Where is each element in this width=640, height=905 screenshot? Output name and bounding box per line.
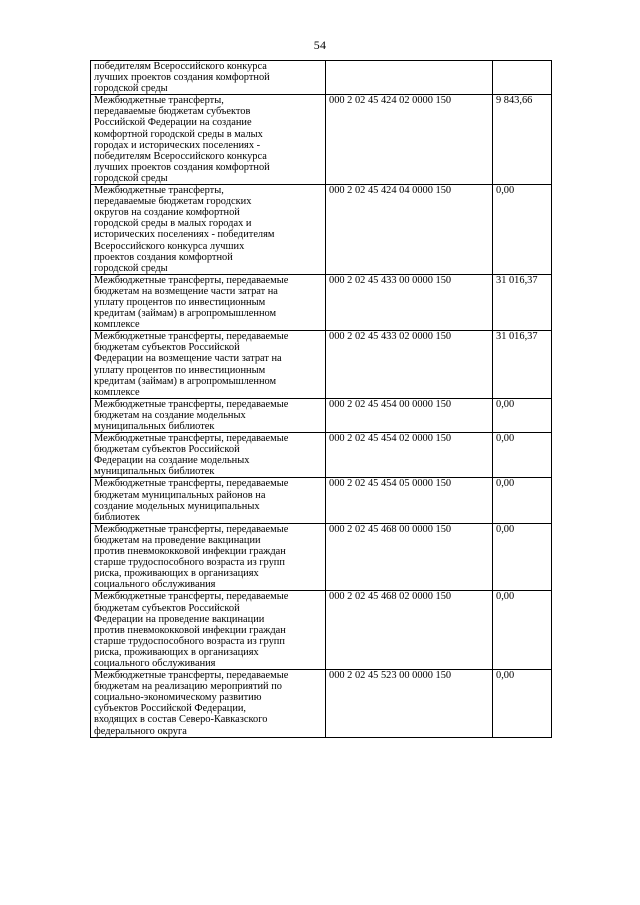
transfer-description-line: проектов создания комфортной [94, 251, 233, 263]
transfer-description-line: уплату процентов по инвестиционным [94, 364, 266, 376]
budget-code-cell: 000 2 02 45 468 02 0000 150 [326, 591, 493, 670]
transfer-description-line: исторических поселениях - победителям [94, 229, 275, 241]
transfer-description-line: Межбюджетные трансферты, передаваемые [94, 478, 289, 490]
budget-code-cell: 000 2 02 45 523 00 0000 150 [326, 670, 493, 738]
transfer-description-line: городской среды в малых городах и [94, 218, 252, 230]
transfer-description-line: бюджетам на реализацию мероприятий по [94, 681, 282, 693]
budget-code-cell: 000 2 02 45 454 02 0000 150 [326, 433, 493, 478]
transfer-description-cell [91, 398, 326, 432]
transfer-description-cell [91, 331, 326, 399]
amount-cell: 9 843,66 [493, 95, 552, 185]
transfer-description-line: Межбюджетные трансферты, передаваемые [94, 523, 289, 535]
transfer-description-line: бюджетам субъектов Российской [94, 602, 240, 614]
amount-cell: 0,00 [493, 591, 552, 670]
amount-cell: 0,00 [493, 433, 552, 478]
transfer-description-line: кредитам (займам) в агропромышленном [94, 375, 277, 387]
transfer-description-line: победителям Всероссийского конкурса [94, 61, 267, 72]
transfer-description-line: муниципальных библиотек [94, 421, 215, 432]
transfer-description-line: Межбюджетные трансферты, [94, 95, 224, 107]
table-row [91, 95, 552, 185]
transfer-description-line: уплату процентов по инвестиционным [94, 296, 266, 308]
transfer-description-line: Федерации на создание модельных [94, 455, 250, 467]
budget-code-cell [326, 61, 493, 95]
table-row [91, 398, 552, 432]
budget-code-cell: 000 2 02 45 424 04 0000 150 [326, 185, 493, 275]
budget-code-cell: 000 2 02 45 454 00 0000 150 [326, 398, 493, 432]
table-row [91, 591, 552, 670]
transfer-description-line: комплексе [94, 386, 140, 398]
table-row [91, 185, 552, 275]
transfer-description-cell [91, 433, 326, 478]
budget-code-cell: 000 2 02 45 433 02 0000 150 [326, 331, 493, 399]
transfer-description-line: социального обслуживания [94, 579, 216, 591]
budget-code-cell: 000 2 02 45 433 00 0000 150 [326, 274, 493, 330]
transfer-description-line: Межбюджетные трансферты, передаваемые [94, 433, 289, 445]
transfer-description-cell [91, 185, 326, 275]
transfer-description-line: против пневмококковой инфекции граждан [94, 624, 286, 636]
transfer-description-line: Российской Федерации на создание [94, 117, 252, 129]
transfer-description-line: бюджетам муниципальных районов на [94, 489, 266, 501]
table-row [91, 478, 552, 523]
table-row [91, 433, 552, 478]
transfer-description-line: Всероссийского конкурса лучших [94, 240, 245, 252]
transfer-description-line: комплексе [94, 319, 140, 331]
amount-cell [493, 61, 552, 95]
transfer-description-line: Межбюджетные трансферты, передаваемые [94, 591, 289, 603]
transfer-description-line: социально-экономическому развитию [94, 692, 262, 704]
table-row [91, 670, 552, 738]
transfer-description-line: субъектов Российской Федерации, [94, 703, 247, 715]
transfer-description-line: муниципальных библиотек [94, 466, 215, 478]
transfer-description-line: старше трудоспособного возраста из групп [94, 557, 285, 569]
transfer-description-line: лучших проектов создания комфортной [94, 72, 270, 84]
budget-table [90, 60, 552, 738]
transfer-description-line: победителям Всероссийского конкурса [94, 150, 267, 162]
transfer-description-cell [91, 670, 326, 738]
transfer-description-line: комфортной городской среды в малых [94, 128, 263, 140]
amount-cell: 31 016,37 [493, 274, 552, 330]
transfer-description-line: социального обслуживания [94, 657, 216, 669]
amount-cell: 0,00 [493, 185, 552, 275]
transfer-description-line: Межбюджетные трансферты, передаваемые [94, 670, 289, 682]
transfer-description-line: Межбюджетные трансферты, передаваемые [94, 331, 289, 343]
transfer-description-cell [91, 591, 326, 670]
amount-cell: 0,00 [493, 478, 552, 523]
amount-cell: 0,00 [493, 670, 552, 738]
amount-cell: 0,00 [493, 523, 552, 591]
table-row [91, 274, 552, 330]
transfer-description-cell [91, 61, 326, 95]
transfer-description-line: создание модельных муниципальных [94, 500, 260, 512]
budget-code-cell: 000 2 02 45 454 05 0000 150 [326, 478, 493, 523]
transfer-description-line: риска, проживающих в организациях [94, 568, 259, 580]
transfer-description-line: Межбюджетные трансферты, [94, 185, 224, 197]
transfer-description-cell [91, 523, 326, 591]
transfer-description-cell [91, 95, 326, 185]
transfer-description-cell [91, 478, 326, 523]
amount-cell: 0,00 [493, 398, 552, 432]
transfer-description-line: федерального округа [94, 725, 187, 737]
transfer-description-line: городской среды [94, 83, 168, 95]
transfer-description-line: передаваемые бюджетам субъектов [94, 106, 251, 118]
transfer-description-line: лучших проектов создания комфортной [94, 161, 270, 173]
transfer-description-cell [91, 274, 326, 330]
budget-code-cell: 000 2 02 45 424 02 0000 150 [326, 95, 493, 185]
transfer-description-line: городской среды [94, 262, 168, 274]
transfer-description-line: городах и исторических поселениях - [94, 139, 261, 151]
budget-table-body [91, 61, 552, 738]
transfer-description-line: входящих в состав Северо-Кавказского [94, 714, 268, 726]
transfer-description-line: Федерации на проведение вакцинации [94, 613, 265, 625]
transfer-description-line: бюджетам на проведение вакцинации [94, 534, 261, 546]
transfer-description-line: Межбюджетные трансферты, передаваемые [94, 398, 289, 410]
transfer-description-line: передаваемые бюджетам городских [94, 196, 252, 208]
transfer-description-line: городской среды [94, 172, 168, 184]
table-row [91, 523, 552, 591]
transfer-description-line: бюджетам на создание модельных [94, 409, 246, 421]
table-row [91, 331, 552, 399]
transfer-description-line: Межбюджетные трансферты, передаваемые [94, 274, 289, 286]
budget-code-cell: 000 2 02 45 468 00 0000 150 [326, 523, 493, 591]
transfer-description-line: кредитам (займам) в агропромышленном [94, 308, 277, 320]
transfer-description-line: Федерации на возмещение части затрат на [94, 353, 282, 365]
transfer-description-line: старше трудоспособного возраста из групп [94, 635, 285, 647]
table-row [91, 61, 552, 95]
transfer-description-line: бюджетам субъектов Российской [94, 444, 240, 456]
transfer-description-line: риска, проживающих в организациях [94, 646, 259, 658]
transfer-description-line: бюджетам на возмещение части затрат на [94, 285, 278, 297]
transfer-description-line: библиотек [94, 511, 140, 523]
page-number: 54 [313, 38, 327, 52]
transfer-description-line: округов на создание комфортной [94, 207, 240, 219]
transfer-description-line: против пневмококковой инфекции граждан [94, 546, 286, 558]
amount-cell: 31 016,37 [493, 331, 552, 399]
transfer-description-line: бюджетам субъектов Российской [94, 342, 240, 354]
